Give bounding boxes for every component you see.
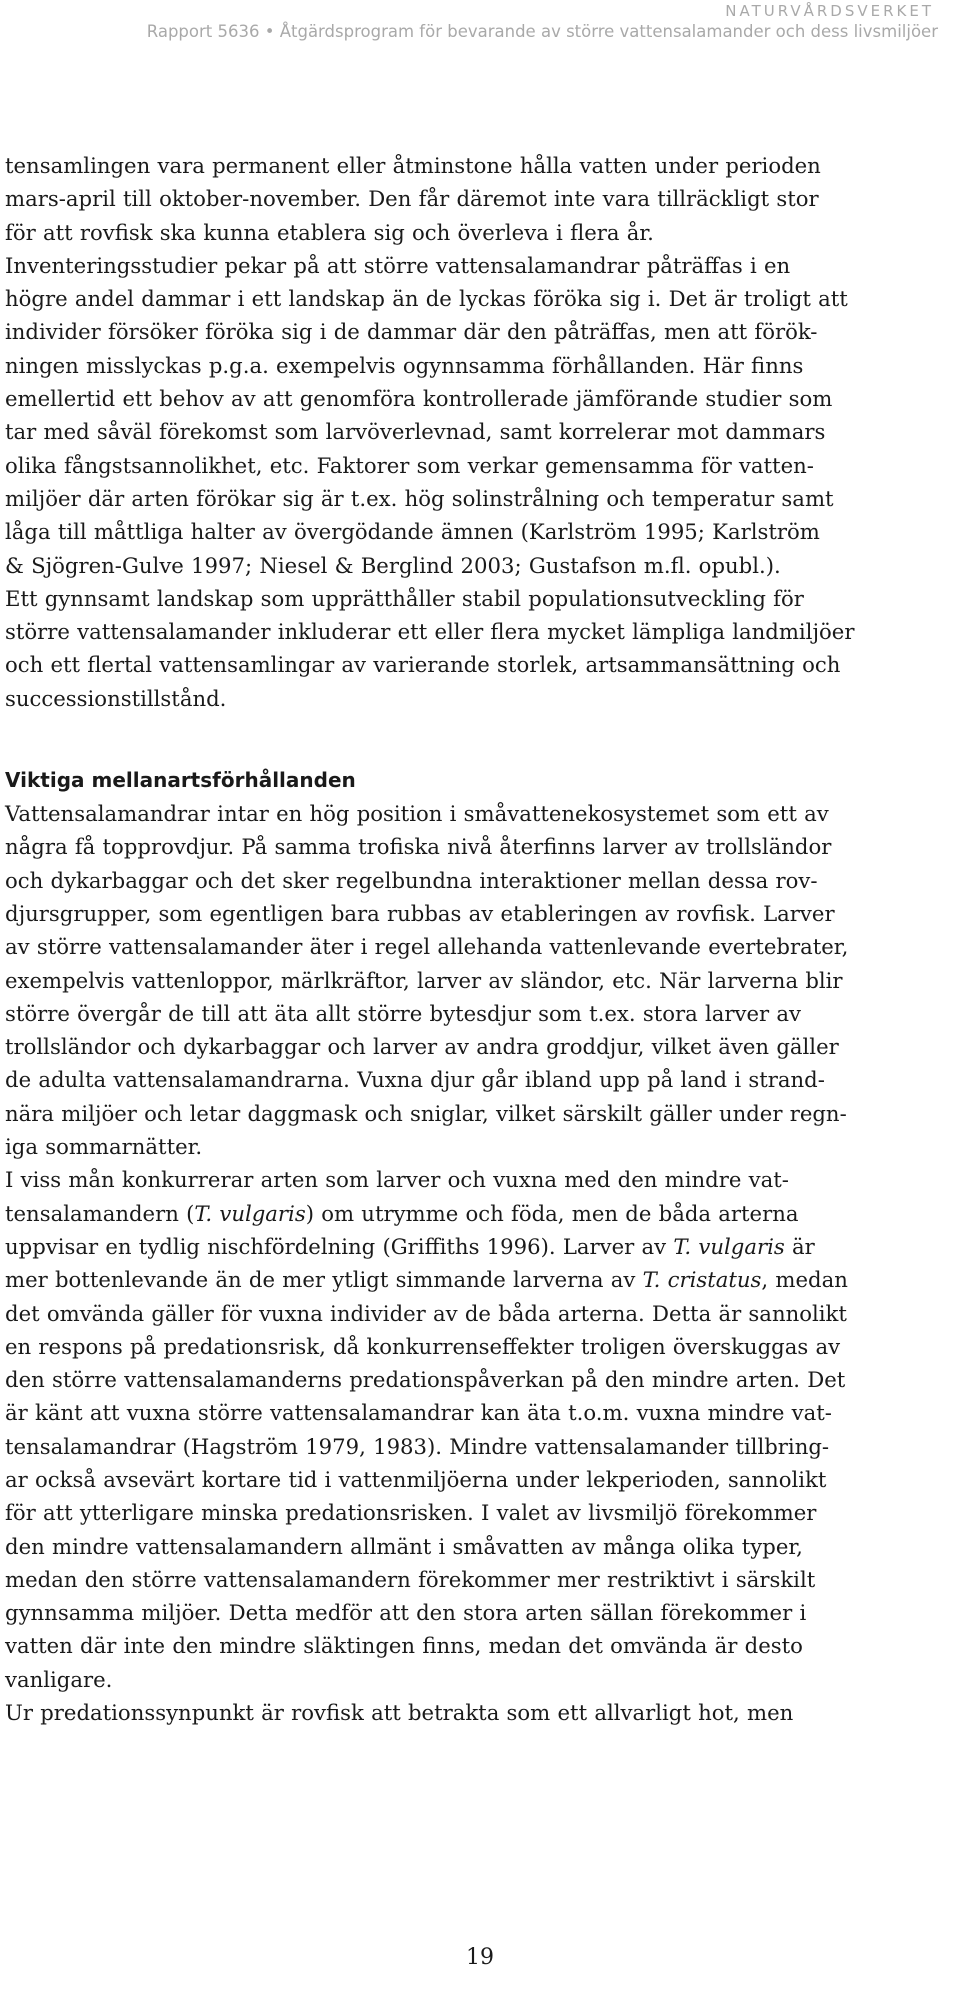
header-organization: NATURVÅRDSVERKET (725, 2, 934, 20)
paragraph: Ur predationssynpunkt är rovfisk att betrakta som ett allvarligt hot, men (5, 1700, 794, 1726)
paragraph: Ett gynnsamt landskap som upprätthåller stabil populationsutveckling för större vattensalamander inkluderar ett eller flera mycket lämpliga landmiljöer och ett flertal vattensamlingar av varierande storlek, artsammansättning och successionstillstånd. (5, 585, 855, 711)
document-body (5, 149, 940, 1729)
species-name: T. cristatus (642, 1267, 762, 1293)
page-header (0, 2, 960, 43)
page-number: 19 (466, 1945, 494, 1970)
section-spacer (5, 715, 940, 764)
paragraph: Vattensalamandrar intar en hög position i småvattenekosystemet som ett av några få topprovdjur. På samma trofiska nivå återfinns larver av trollsländor och dykarbaggar och det sker regelbundna interaktioner mellan dessa rov- djursgrupper, som egentligen bara rubbas av etableringen av rovfisk. Larver av större vattensalamander äter i regel allehanda vattenlevande evertebrater, exempelvis vattenloppor, märlkräftor, larver av sländor, etc. När larverna blir större övergår de till att äta allt större bytesdjur som t.ex. stora larver av trollsländor och dykarbaggar och larver av andra groddjur, vilket även gäller de adulta vattensalamandrarna. Vuxna djur går ibland upp på land i strand- nära miljöer och letar daggmask och sniglar, vilket särskilt gäller under regn- iga sommarnätter. (5, 801, 849, 1160)
species-name: T. vulgaris (194, 1200, 306, 1226)
paragraph: Inventeringsstudier pekar på att större vattensalamandrar påträffas i en högre andel dammar i ett landskap än de lyckas föröka sig i. Det är troligt att individer försöker föröka sig i de dammar där den påträffas, men att förök- ningen misslyckas p.g.a. exempelvis ogynnsamma förhållanden. Här finns emellertid ett behov av att genomföra kontrollerade jämförande studier som tar med såväl förekomst som larvöverlevnad, samt korrelerar mot dammars olika fångstsannolikhet, etc. Faktorer som verkar gemensamma för vatten- miljöer där arten förökar sig är t.ex. hög solinstrålning och temperatur samt låga till måttliga halter av övergödande ämnen (Karlström 1995; Karlström & Sjögren-Gulve 1997; Niesel & Berglind 2003; Gustafson m.fl. opubl.). (5, 252, 848, 578)
text-run: ) om utrymme och föda, men de båda arterna uppvisar en tydlig nischfördelning (Griffiths 1996). Larver av (5, 1200, 799, 1259)
section-heading: Viktiga mellanartsförhållanden (5, 768, 356, 793)
text-run: är mer bottenlevande än de mer ytligt simmande larverna av (5, 1233, 815, 1293)
text-run: , medan det omvända gäller för vuxna individer av de båda arterna. Detta är sannolikt en respons på predationsrisk, då konkurrenseffekter troligen överskuggas av den större vattensalamanderns predationspåverkan på den mindre arten. Det är känt att vuxna större vattensalamandrar kan äta t.o.m. vuxna mindre vat- tensalamandrar (Hagström 1979, 1983). Mindre vattensalamander tillbring- ar också avsevärt kortare tid i vattenmiljöerna under lekperioden, sannolikt för att ytterligare minska predationsrisken. I valet av livsmiljö förekommer den mindre vattensalamandern allmänt i småvatten av många olika typer, medan den större vattensalamandern förekommer mer restriktivt i särskilt gynnsamma miljöer. Detta medför att den stora arten sällan förekommer i vatten där inte den mindre släktingen finns, medan det omvända är desto vanligare. (5, 1267, 848, 1692)
paragraph: tensamlingen vara permanent eller åtminstone hålla vatten under perioden mars-april till oktober-november. Den får däremot inte vara tillräckligt stor för att rovfisk ska kunna etablera sig och överleva i flera år. (5, 153, 821, 245)
text-run: I viss mån konkurrerar arten som larver och vuxna med den mindre vat- tensalamandern ( (5, 1167, 789, 1226)
header-report-title: Rapport 5636 • Åtgärdsprogram för bevarande av större vattensalamander och dess livsmiljöer (146, 22, 938, 41)
paragraph (5, 1163, 940, 1696)
species-name: T. vulgaris (673, 1233, 785, 1259)
